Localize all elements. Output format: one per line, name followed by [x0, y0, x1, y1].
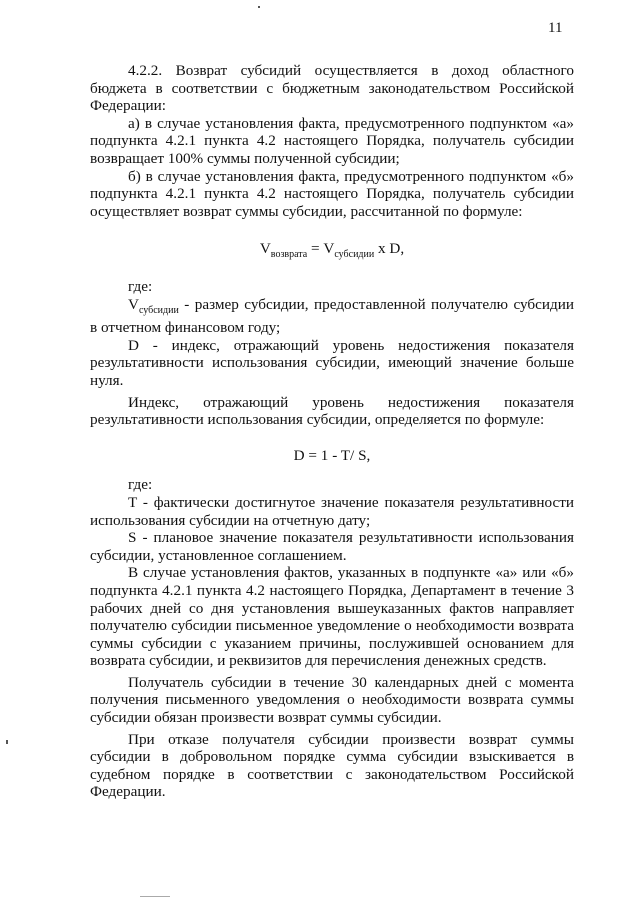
formula-index-d: D = 1 - T/ S, [293, 446, 371, 464]
page-number: 11 [548, 20, 563, 36]
definition-t: T - фактически достигнутое значение показателя результативности использования субсидии на отчетную дату; [90, 493, 574, 529]
v-subsidy-subscript: субсидии [138, 304, 179, 316]
scan-artifact-bottom [140, 896, 170, 897]
definition-v-subsidy: $V_{субсидии}$ - размер субсидии, предоставленной получателю субсидии в отчетном финансовом году; [90, 295, 574, 337]
paragraph-subpoint-a: а) в случае установления факта, предусмотренного подпунктом «а» подпункта 4.2.1 пункта 4.2 настоящего Порядка, получатель субсидии возвращает 100% суммы полученной субсидии; [90, 114, 574, 167]
where-label-1: где: [128, 277, 153, 295]
paragraph-index-intro: Индекс, отражающий уровень недостижения показателя результативности использования субсидии, определяется по формуле: [90, 393, 574, 429]
paragraph-4-2-2: 4.2.2. Возврат субсидий осуществляется в доход областного бюджета в соответствии с бюджетным законодательством Российской Федерации: [90, 62, 574, 115]
document-body [90, 62, 574, 801]
paragraph-30-days: Получатель субсидии в течение 30 календарных дней с момента получения письменного уведомления о необходимости возврата суммы субсидии обязан произвести возврат суммы субсидии. [90, 673, 574, 727]
scan-artifact-left [6, 740, 8, 744]
definition-d: D - индекс, отражающий уровень недостижения показателя результативности использования субсидии, имеющий значение больше нуля. [90, 336, 574, 389]
definition-s: S - плановое значение показателя результативности использования субсидии, установленное соглашением. [90, 529, 574, 564]
formula-equals-v: = V [307, 240, 335, 258]
paragraph-subpoint-b: б) в случае установления факта, предусмотренного подпунктом «б» подпункта 4.2.1 пункта 4.2 настоящего Порядка, получатель субсидии осуществляет возврат суммы субсидии, рассчитанной по формуле: [90, 167, 574, 220]
formula-return-amount: $V_{возврата} = V_{субсидии}$ x D, [259, 240, 405, 261]
formula-lhs-subscript: возврата [270, 249, 308, 261]
scan-artifact-top [258, 6, 260, 8]
definition-v-subsidy-text: - размер субсидии, предоставленной получателю субсидии в отчетном финансовом году; [90, 295, 574, 337]
where-label-2: где: [128, 476, 153, 494]
paragraph-notification: В случае установления фактов, указанных в подпункте «а» или «б» подпункта 4.2.1 пункта 4.2 настоящего Порядка, Департамент в течение 3 рабочих дней со дня установления вышеуказанных фактов направляет получателю субсидии письменное уведомление о необходимости возврата суммы субсидии с указанием причины, послужившей основанием для возврата субсидии, и реквизитов для перечисления денежных средств. [90, 564, 574, 670]
paragraph-refusal: При отказе получателя субсидии произвести возврат суммы субсидии в добровольном порядке сумма субсидии взыскивается в судебном порядке в соответствии с законодательством Российской Федерации. [90, 730, 574, 801]
formula-rhs-subscript: субсидии [334, 249, 375, 261]
formula-tail: x D, [374, 240, 405, 258]
